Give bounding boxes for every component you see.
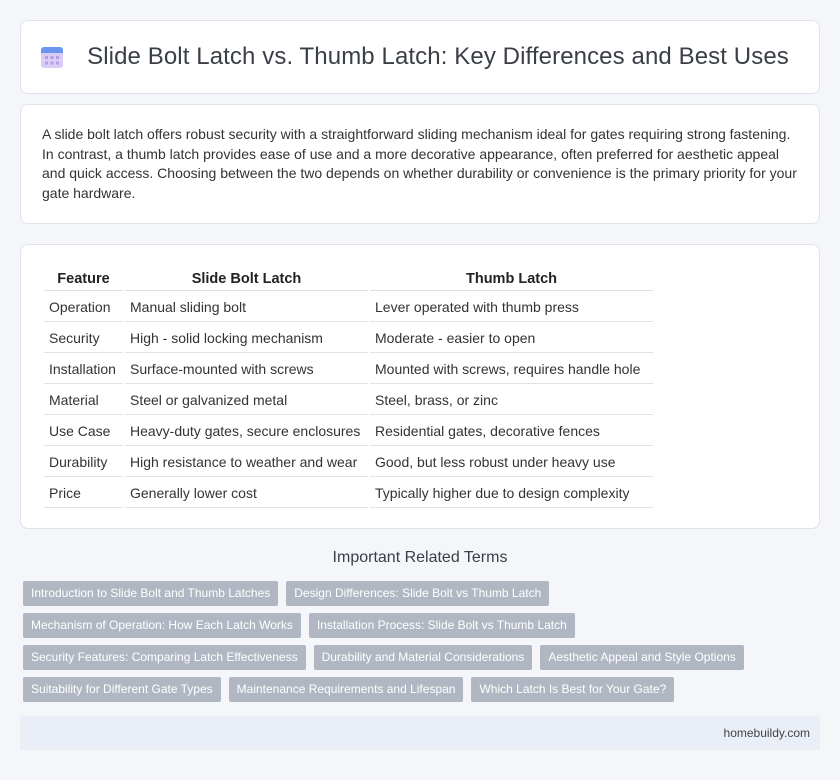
- table-cell: Price: [44, 479, 123, 508]
- table-row: [44, 293, 653, 322]
- column-header-thumb-latch: Thumb Latch: [370, 267, 653, 291]
- table-cell: Heavy-duty gates, secure enclosures: [125, 417, 368, 446]
- intro-paragraph: A slide bolt latch offers robust security with a straightforward sliding mechanism ideal for gates requiring strong fastening. In contrast, a thumb latch provides ease of use and a more decorative appearance, often preferred for aesthetic appeal and quick access. Choosing between the two depends on whether durability or convenience is the primary priority for your gate hardware.: [42, 126, 797, 201]
- tag-row: [23, 677, 823, 709]
- related-term-tag[interactable]: Introduction to Slide Bolt and Thumb Latches: [23, 581, 278, 606]
- table-cell: High - solid locking mechanism: [125, 324, 368, 353]
- tag-row: [23, 581, 823, 613]
- intro-card: [20, 104, 820, 224]
- table-cell: Steel, brass, or zinc: [370, 386, 653, 415]
- table-row: [44, 355, 653, 384]
- table-cell: Good, but less robust under heavy use: [370, 448, 653, 477]
- comparison-table-card: [20, 244, 820, 529]
- related-term-tag[interactable]: Design Differences: Slide Bolt vs Thumb Latch: [286, 581, 549, 606]
- table-cell: Surface-mounted with screws: [125, 355, 368, 384]
- footer-site-name: homebuildy.com: [723, 726, 810, 740]
- table-cell: Manual sliding bolt: [125, 293, 368, 322]
- table-cell: Durability: [44, 448, 123, 477]
- table-cell: Steel or galvanized metal: [125, 386, 368, 415]
- comparison-table: [42, 265, 655, 510]
- related-term-tag[interactable]: Aesthetic Appeal and Style Options: [540, 645, 743, 670]
- tag-row: [23, 613, 823, 645]
- table-cell: Moderate - easier to open: [370, 324, 653, 353]
- table-cell: Lever operated with thumb press: [370, 293, 653, 322]
- table-cell: Generally lower cost: [125, 479, 368, 508]
- column-header-feature: Feature: [44, 267, 123, 291]
- title-card: [20, 20, 820, 94]
- table-cell: Installation: [44, 355, 123, 384]
- related-terms-tags: [23, 581, 823, 709]
- table-row: [44, 417, 653, 446]
- related-term-tag[interactable]: Durability and Material Considerations: [314, 645, 533, 670]
- table-cell: Mounted with screws, requires handle hole: [370, 355, 653, 384]
- column-header-slide-bolt: Slide Bolt Latch: [125, 267, 368, 291]
- page-title: Slide Bolt Latch vs. Thumb Latch: Key Differences and Best Uses: [87, 43, 789, 70]
- related-term-tag[interactable]: Security Features: Comparing Latch Effectiveness: [23, 645, 306, 670]
- table-row: [44, 324, 653, 353]
- table-cell: Typically higher due to design complexity: [370, 479, 653, 508]
- footer: [20, 716, 820, 750]
- table-header-row: [44, 267, 653, 291]
- table-cell: High resistance to weather and wear: [125, 448, 368, 477]
- related-term-tag[interactable]: Suitability for Different Gate Types: [23, 677, 221, 702]
- table-cell: Security: [44, 324, 123, 353]
- tag-row: [23, 645, 823, 677]
- table-cell: Material: [44, 386, 123, 415]
- table-cell: Operation: [44, 293, 123, 322]
- table-row: [44, 448, 653, 477]
- table-cell: Residential gates, decorative fences: [370, 417, 653, 446]
- related-terms-heading: Important Related Terms: [332, 549, 508, 566]
- related-term-tag[interactable]: Which Latch Is Best for Your Gate?: [471, 677, 674, 702]
- calendar-icon: [39, 44, 65, 70]
- related-term-tag[interactable]: Installation Process: Slide Bolt vs Thumb Latch: [309, 613, 575, 638]
- related-term-tag[interactable]: Maintenance Requirements and Lifespan: [229, 677, 464, 702]
- related-term-tag[interactable]: Mechanism of Operation: How Each Latch Works: [23, 613, 301, 638]
- table-cell: Use Case: [44, 417, 123, 446]
- table-row: [44, 479, 653, 508]
- table-row: [44, 386, 653, 415]
